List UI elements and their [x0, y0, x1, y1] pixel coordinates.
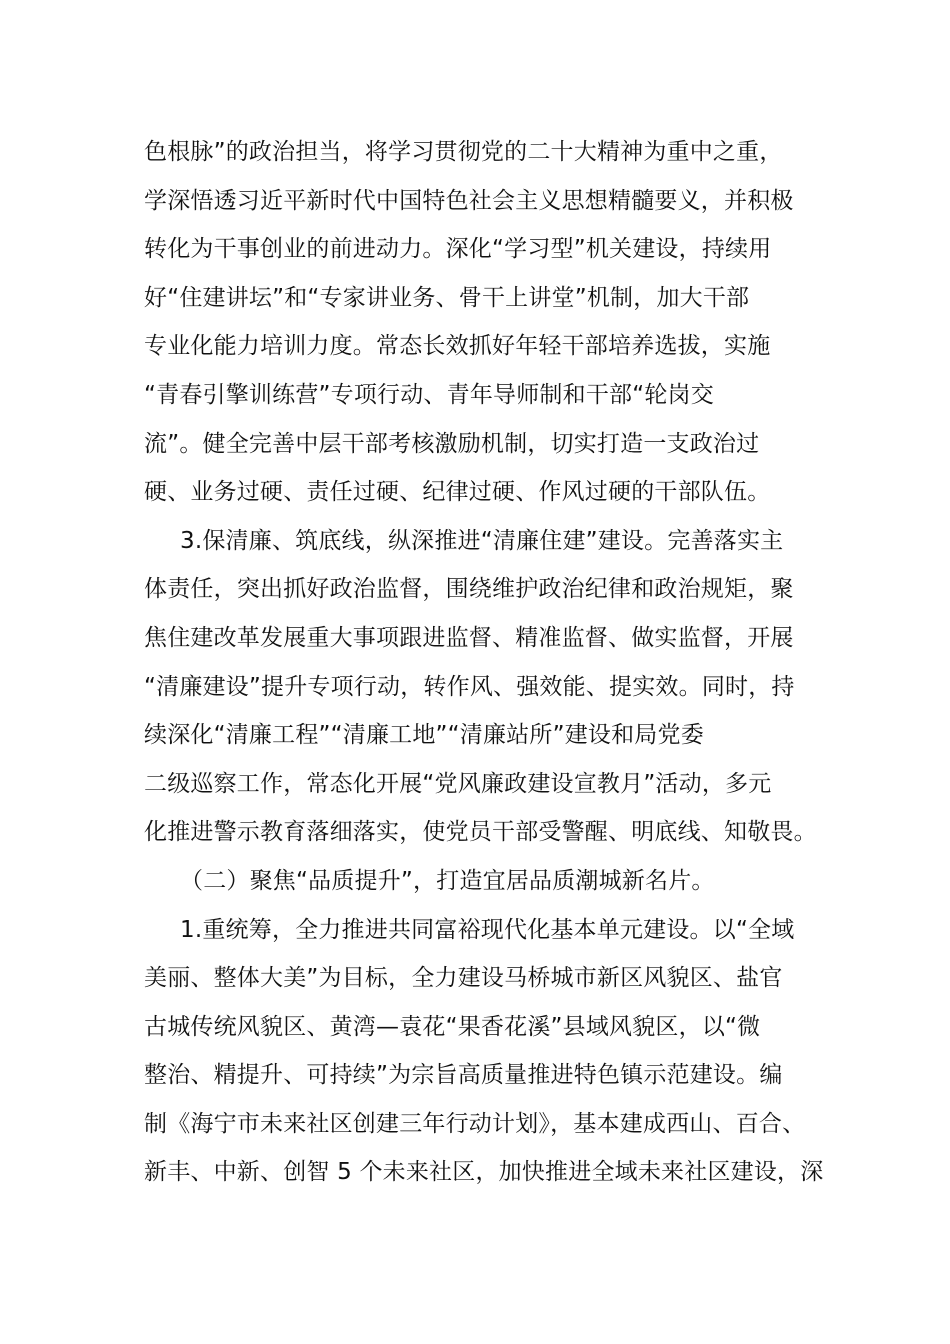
text-line: 色根脉”的政治担当，将学习贯彻党的二十大精神为重中之重， [144, 139, 783, 165]
text-line: 制《海宁市未来社区创建三年行动计划》，基本建成西山、百合、 [144, 1110, 806, 1137]
text-line: 古城传统风貌区、黄湾—袁花“果香花溪”县域风貌区，以“微 [144, 1013, 761, 1040]
paragraph-start-line: 1.重统筹，全力推进共同富裕现代化基本单元建设。以“全域 [180, 916, 795, 943]
text-line: 转化为干事创业的前进动力。深化“学习型”机关建设，持续用 [144, 236, 772, 263]
text-line: 流”。健全完善中层干部考核激励机制，切实打造一支政治过 [144, 430, 760, 457]
text-line: 硬、业务过硬、责任过硬、纪律过硬、作风过硬的干部队伍。 [144, 479, 771, 506]
text-line: 好“住建讲坛”和“专家讲业务、骨干上讲堂”机制，加大干部 [144, 284, 750, 311]
paragraph-start-line: 3.保清廉、筑底线，纵深推进“清廉住建”建设。完善落实主 [180, 527, 784, 554]
text-line: 整治、精提升、可持续”为宗旨高质量推进特色镇示范建设。编 [144, 1062, 783, 1089]
text-line: 美丽、整体大美”为目标，全力建设马桥城市新区风貌区、盐官 [144, 965, 783, 992]
text-line: 专业化能力培训力度。常态长效抓好年轻干部培养选拔，实施 [144, 333, 771, 360]
text-line: 化推进警示教育落细落实，使党员干部受警醒、明底线、知敬畏。 [144, 819, 817, 846]
text-line: 新丰、中新、创智 5 个未来社区，加快推进全域未来社区建设，深 [144, 1159, 824, 1186]
text-line: 二级巡察工作，常态化开展“党风廉政建设宣教月”活动，多元 [144, 770, 772, 797]
text-line: 学深悟透习近平新时代中国特色社会主义思想精髓要义，并积极 [144, 187, 794, 214]
text-line: 续深化“清廉工程”“清廉工地”“清廉站所”建设和局党委 [144, 722, 704, 749]
text-line: “青春引擎训练营”专项行动、青年导师制和干部“轮岗交 [144, 381, 714, 408]
text-line: 体责任，突出抓好政治监督，围绕维护政治纪律和政治规矩，聚 [144, 576, 794, 603]
text-line: “清廉建设”提升专项行动，转作风、强效能、提实效。同时，持 [144, 673, 795, 700]
body-text [144, 128, 824, 1197]
section-heading: （二）聚焦“品质提升”，打造宜居品质潮城新名片。 [180, 867, 715, 894]
text-line: 焦住建改革发展重大事项跟进监督、精准监督、做实监督，开展 [144, 624, 794, 651]
